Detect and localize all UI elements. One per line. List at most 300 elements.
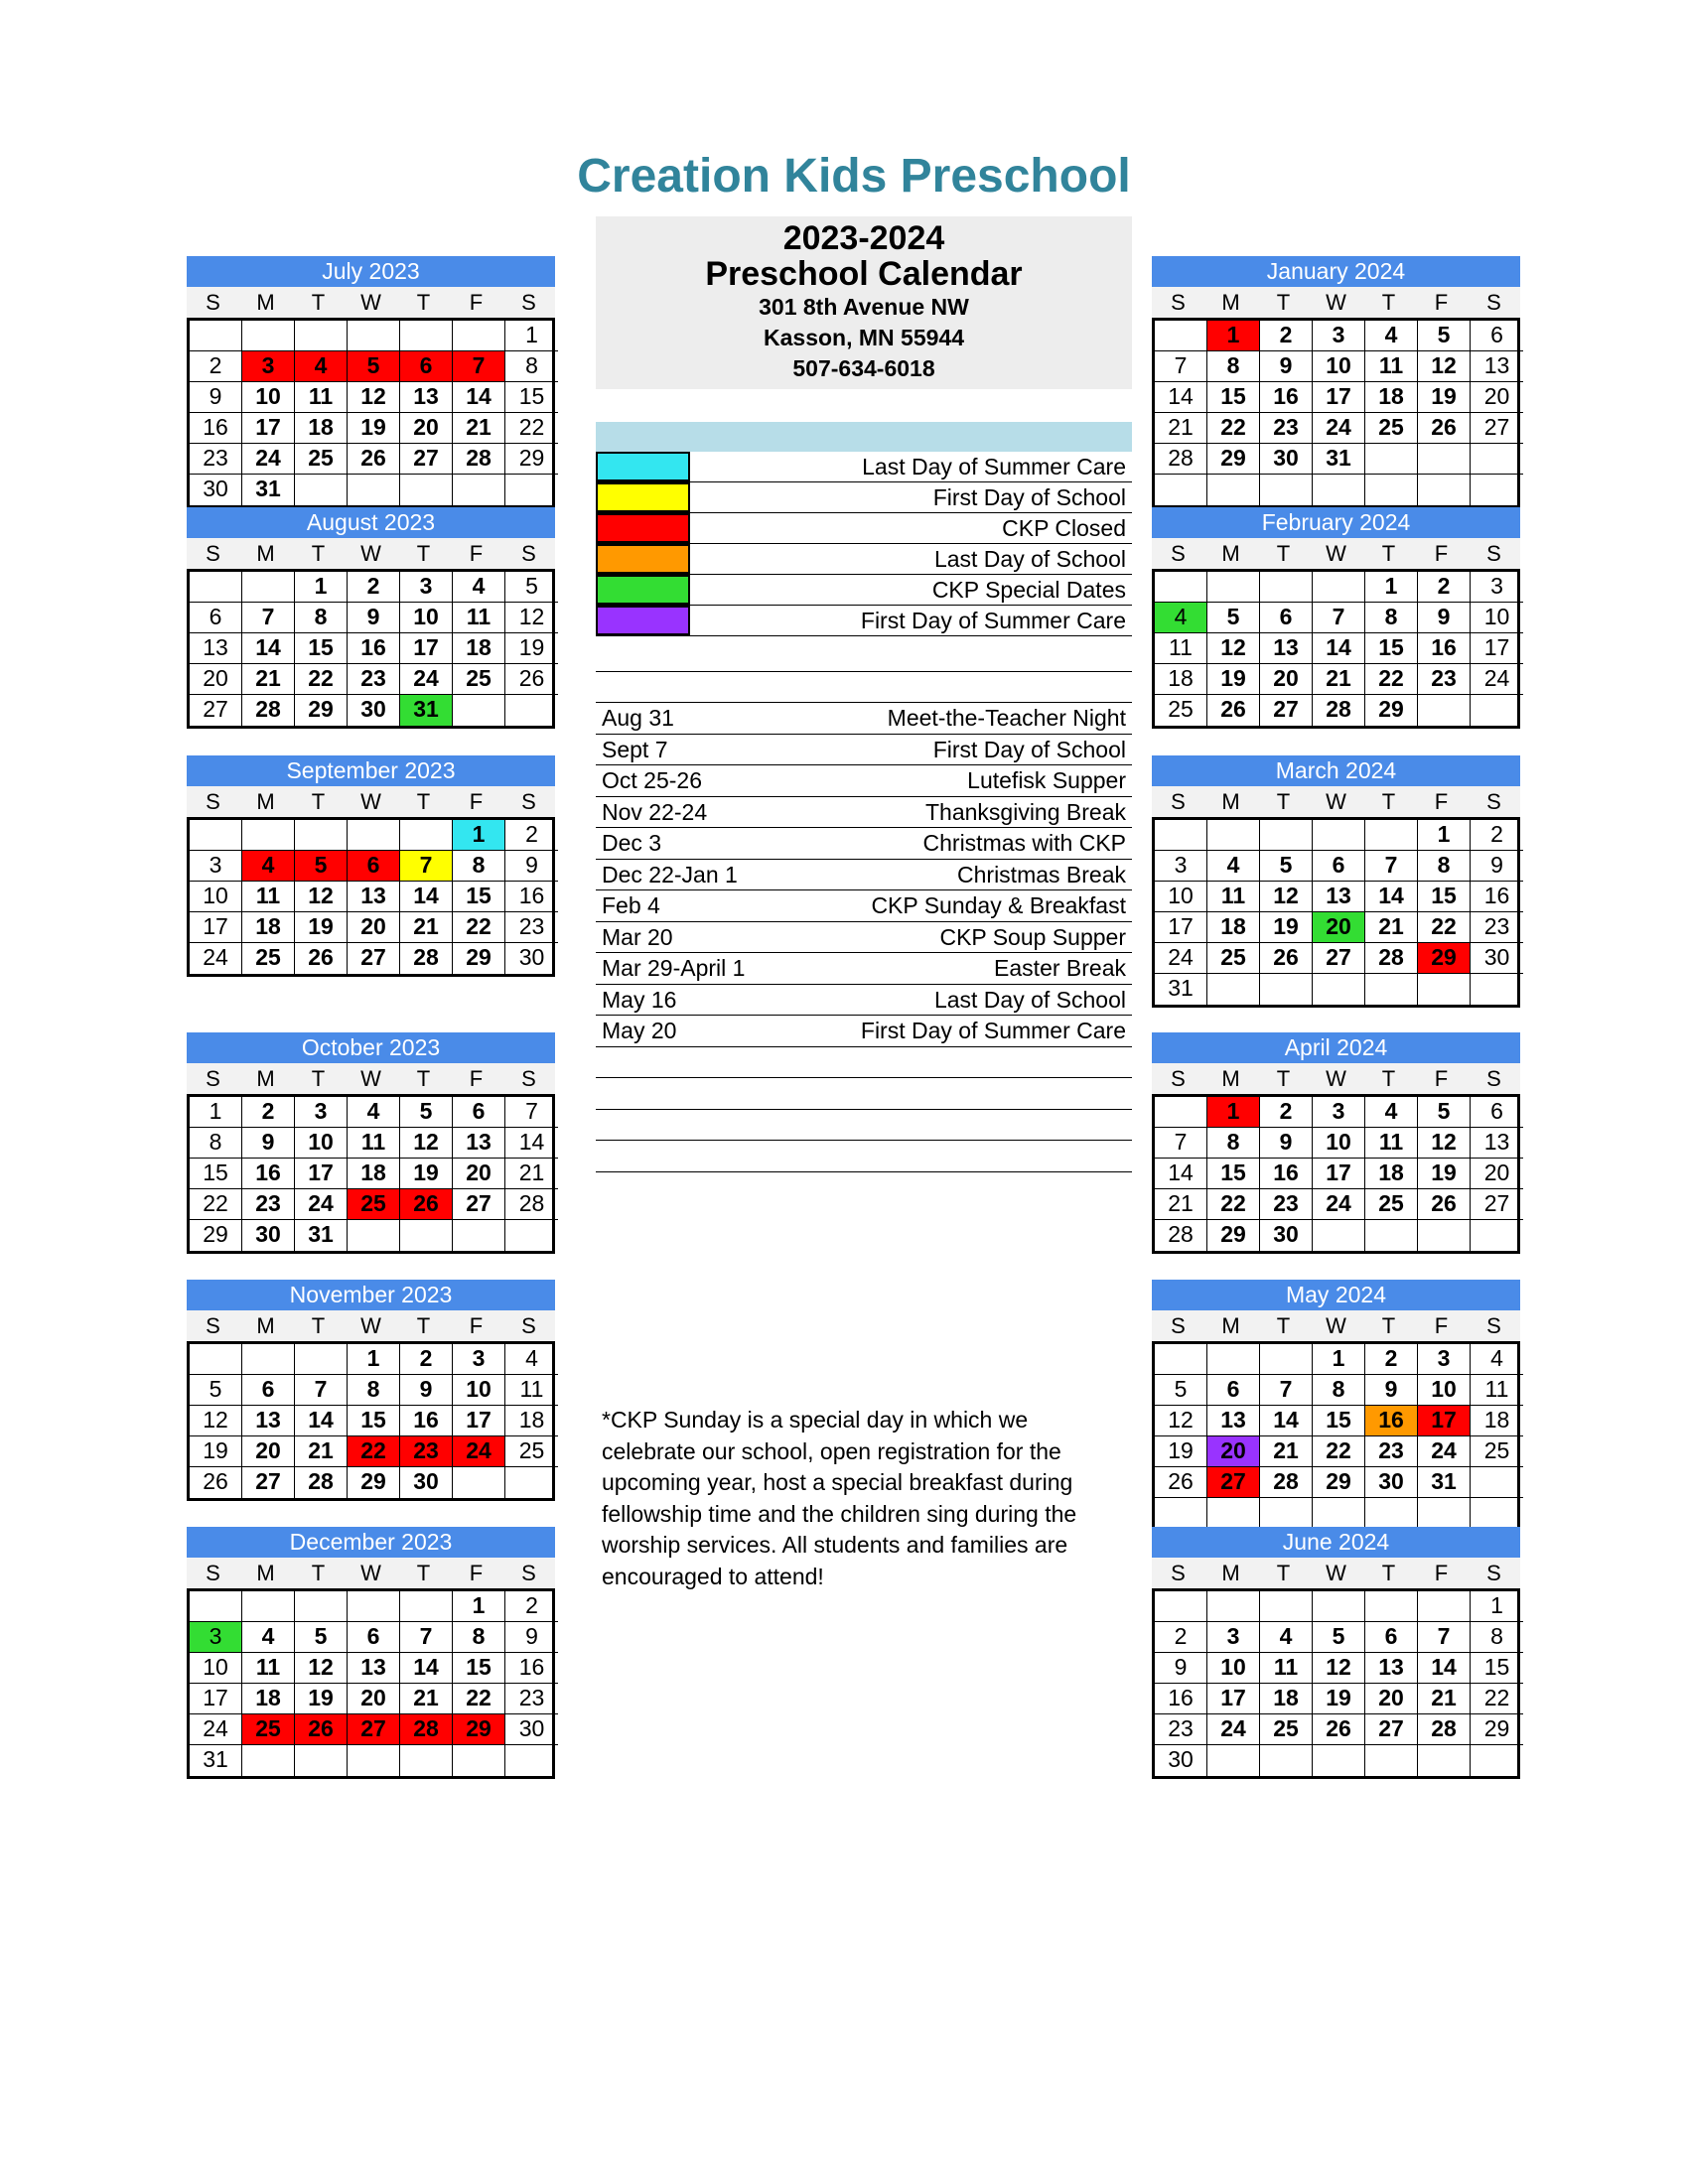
legend-row [596, 575, 1132, 606]
day-names-row [187, 287, 555, 318]
day-cell: 9 [242, 1128, 295, 1159]
day-cell: 6 [1471, 321, 1523, 351]
day-name: W [1326, 1313, 1346, 1338]
day-name: T [1381, 1066, 1396, 1091]
day-cell: 28 [1418, 1714, 1471, 1745]
event-date: Feb 4 [602, 892, 660, 918]
legend-row [596, 606, 1132, 636]
empty-cell [295, 1591, 348, 1622]
legend-row [596, 544, 1132, 575]
day-cell: 9 [400, 1375, 453, 1406]
day-cell: 25 [1365, 413, 1418, 444]
day-name: W [1326, 290, 1346, 315]
day-name: S [206, 1561, 220, 1585]
day-cell: 4 [1471, 1344, 1523, 1375]
day-cell: 9 [1260, 351, 1313, 382]
legend-label: Last Day of School [933, 546, 1126, 572]
day-cell: 13 [1260, 633, 1313, 664]
empty-cell [400, 321, 453, 351]
day-cell: 1 [295, 572, 348, 603]
month-grid [1152, 1588, 1520, 1779]
day-cell: 11 [1471, 1375, 1523, 1406]
day-cell: 3 [1313, 321, 1365, 351]
month-october-2023 [187, 1032, 555, 1254]
school-year: 2023-2024 [782, 219, 945, 257]
day-cell: 8 [1207, 351, 1260, 382]
empty-cell [1471, 475, 1523, 505]
day-name: S [1171, 1313, 1186, 1338]
day-cell: 23 [505, 1684, 558, 1714]
day-name: T [311, 290, 326, 315]
day-cell: 17 [1313, 382, 1365, 413]
day-cell: 3 [242, 351, 295, 382]
day-cell: 28 [400, 1714, 453, 1745]
day-cell: 22 [1207, 1189, 1260, 1220]
day-cell: 20 [1365, 1684, 1418, 1714]
empty-cell [1155, 1591, 1207, 1622]
events-blank-line [596, 1110, 1132, 1142]
ckp-sunday-note: *CKP Sunday is a special day in which we celebrate our school, open registration for the upcoming year, host a special breakfast during fellowship time and the children sing during the worship services. All students and families are encouraged to attend! [602, 1407, 1077, 1589]
month-title: June 2024 [1152, 1527, 1520, 1558]
day-name: T [1276, 789, 1291, 814]
empty-cell [1207, 1745, 1260, 1776]
empty-cell [190, 1344, 242, 1375]
empty-cell [1313, 1591, 1365, 1622]
day-cell: 26 [1418, 413, 1471, 444]
day-cell: 17 [453, 1406, 505, 1436]
day-name: T [311, 789, 326, 814]
day-cell: 1 [1471, 1591, 1523, 1622]
day-cell: 8 [1365, 603, 1418, 633]
day-cell: 3 [453, 1344, 505, 1375]
day-cell: 12 [1418, 1128, 1471, 1159]
day-name: T [311, 1066, 326, 1091]
day-names-row [187, 1558, 555, 1588]
day-cell: 2 [242, 1097, 295, 1128]
empty-cell [1260, 820, 1313, 851]
day-cell: 19 [1418, 1159, 1471, 1189]
day-name: F [469, 1313, 484, 1338]
month-grid [1152, 318, 1520, 508]
day-cell: 21 [1418, 1684, 1471, 1714]
day-cell: 2 [190, 351, 242, 382]
day-cell: 1 [505, 321, 558, 351]
day-cell: 29 [453, 943, 505, 974]
empty-cell [1260, 1344, 1313, 1375]
day-cell: 4 [295, 351, 348, 382]
day-cell: 12 [1313, 1653, 1365, 1684]
day-cell: 13 [1313, 882, 1365, 912]
day-cell: 30 [505, 1714, 558, 1745]
empty-cell [1207, 572, 1260, 603]
day-cell: 10 [453, 1375, 505, 1406]
day-cell: 2 [348, 572, 400, 603]
month-title: February 2024 [1152, 507, 1520, 538]
day-cell: 12 [1155, 1406, 1207, 1436]
color-legend [596, 422, 1132, 636]
empty-cell [400, 475, 453, 505]
day-cell: 10 [190, 882, 242, 912]
day-cell: 4 [242, 851, 295, 882]
day-cell: 7 [295, 1375, 348, 1406]
day-name: T [1276, 290, 1291, 315]
day-cell: 7 [505, 1097, 558, 1128]
events-blank-line [596, 1141, 1132, 1172]
day-cell: 13 [1471, 351, 1523, 382]
day-cell: 30 [1260, 1220, 1313, 1251]
empty-cell [190, 820, 242, 851]
empty-cell [1418, 1591, 1471, 1622]
day-cell: 26 [1313, 1714, 1365, 1745]
day-cell: 22 [295, 664, 348, 695]
empty-cell [1260, 1591, 1313, 1622]
day-cell: 28 [1155, 1220, 1207, 1251]
month-title: April 2024 [1152, 1032, 1520, 1063]
day-cell: 30 [1471, 943, 1523, 974]
day-name: T [416, 789, 431, 814]
month-february-2024 [1152, 507, 1520, 729]
day-cell: 1 [1418, 820, 1471, 851]
empty-cell [1207, 1498, 1260, 1529]
day-cell: 11 [1155, 633, 1207, 664]
day-cell: 28 [505, 1189, 558, 1220]
day-name: F [1434, 1313, 1449, 1338]
legend-label: First Day of School [932, 484, 1126, 510]
day-cell: 29 [1471, 1714, 1523, 1745]
day-cell: 3 [400, 572, 453, 603]
day-name: M [256, 1313, 275, 1338]
day-cell: 3 [1471, 572, 1523, 603]
day-cell: 21 [295, 1436, 348, 1467]
day-cell: 2 [505, 820, 558, 851]
legend-swatch [596, 452, 690, 481]
event-date: May 20 [602, 1018, 677, 1043]
day-name: S [1486, 1561, 1501, 1585]
day-cell: 2 [505, 1591, 558, 1622]
day-cell: 17 [1207, 1684, 1260, 1714]
day-cell: 11 [242, 882, 295, 912]
day-cell: 25 [453, 664, 505, 695]
day-cell: 17 [1155, 912, 1207, 943]
month-june-2024 [1152, 1527, 1520, 1779]
day-cell: 24 [1313, 413, 1365, 444]
day-name: W [360, 1313, 381, 1338]
day-name: W [360, 789, 381, 814]
day-cell: 20 [1313, 912, 1365, 943]
day-cell: 2 [1260, 1097, 1313, 1128]
day-name: W [360, 1561, 381, 1585]
day-names-row [187, 538, 555, 569]
empty-cell [1155, 321, 1207, 351]
day-name: M [256, 1561, 275, 1585]
day-cell: 21 [1313, 664, 1365, 695]
day-cell: 16 [1155, 1684, 1207, 1714]
empty-cell [1365, 444, 1418, 475]
calendar-info-box [596, 216, 1132, 389]
empty-cell [242, 1745, 295, 1776]
page-title: Creation Kids Preschool [577, 150, 1131, 203]
day-cell: 23 [348, 664, 400, 695]
day-cell: 10 [1207, 1653, 1260, 1684]
day-cell: 14 [1313, 633, 1365, 664]
day-cell: 8 [1471, 1622, 1523, 1653]
day-cell: 21 [242, 664, 295, 695]
empty-cell [348, 475, 400, 505]
day-cell: 6 [190, 603, 242, 633]
day-cell: 31 [1313, 444, 1365, 475]
day-name: M [1221, 1313, 1240, 1338]
event-name: Christmas with CKP [922, 830, 1126, 856]
legend-row [596, 482, 1132, 513]
day-cell: 30 [1155, 1745, 1207, 1776]
day-name: T [311, 541, 326, 566]
empty-cell [1155, 1097, 1207, 1128]
day-cell: 12 [1260, 882, 1313, 912]
day-cell: 21 [1155, 1189, 1207, 1220]
day-cell: 8 [453, 851, 505, 882]
day-cell: 26 [295, 943, 348, 974]
event-date: Mar 20 [602, 923, 673, 950]
empty-cell [400, 1591, 453, 1622]
month-title: May 2024 [1152, 1280, 1520, 1310]
day-cell: 23 [1365, 1436, 1418, 1467]
day-name: F [469, 290, 484, 315]
day-cell: 11 [453, 603, 505, 633]
legend-row [596, 452, 1132, 482]
day-cell: 20 [1260, 664, 1313, 695]
day-cell: 28 [1313, 695, 1365, 726]
day-name: M [1221, 541, 1240, 566]
day-cell: 23 [1155, 1714, 1207, 1745]
day-cell: 11 [1365, 351, 1418, 382]
day-cell: 1 [348, 1344, 400, 1375]
day-cell: 20 [190, 664, 242, 695]
empty-cell [1365, 1591, 1418, 1622]
day-cell: 9 [505, 851, 558, 882]
empty-cell [453, 695, 505, 726]
event-row [596, 985, 1132, 1017]
day-cell: 17 [1313, 1159, 1365, 1189]
day-cell: 24 [400, 664, 453, 695]
empty-cell [1260, 1498, 1313, 1529]
day-cell: 24 [295, 1189, 348, 1220]
day-cell: 2 [1471, 820, 1523, 851]
day-cell: 8 [505, 351, 558, 382]
day-cell: 10 [242, 382, 295, 413]
day-name: S [521, 789, 536, 814]
day-name: S [521, 1561, 536, 1585]
day-cell: 22 [453, 1684, 505, 1714]
day-cell: 19 [190, 1436, 242, 1467]
event-row [596, 828, 1132, 860]
day-cell: 27 [348, 1714, 400, 1745]
day-cell: 25 [242, 1714, 295, 1745]
day-cell: 16 [505, 1653, 558, 1684]
day-cell: 3 [190, 851, 242, 882]
day-cell: 14 [1365, 882, 1418, 912]
day-cell: 5 [295, 851, 348, 882]
day-cell: 6 [1471, 1097, 1523, 1128]
day-cell: 21 [400, 912, 453, 943]
empty-cell [1207, 475, 1260, 505]
day-cell: 24 [1313, 1189, 1365, 1220]
empty-cell [1471, 1498, 1523, 1529]
day-cell: 17 [295, 1159, 348, 1189]
empty-cell [505, 475, 558, 505]
day-cell: 13 [453, 1128, 505, 1159]
day-cell: 18 [1155, 664, 1207, 695]
day-cell: 9 [348, 603, 400, 633]
day-cell: 29 [505, 444, 558, 475]
day-cell: 9 [1365, 1375, 1418, 1406]
empty-cell [1418, 695, 1471, 726]
day-cell: 8 [348, 1375, 400, 1406]
day-cell: 8 [295, 603, 348, 633]
day-name: M [256, 290, 275, 315]
event-row [596, 703, 1132, 735]
day-cell: 8 [1313, 1375, 1365, 1406]
day-cell: 18 [1207, 912, 1260, 943]
month-grid [1152, 1094, 1520, 1254]
day-name: T [1381, 1313, 1396, 1338]
day-cell: 16 [1418, 633, 1471, 664]
empty-cell [1207, 1344, 1260, 1375]
day-cell: 25 [295, 444, 348, 475]
day-cell: 13 [1207, 1406, 1260, 1436]
event-name: Last Day of School [933, 986, 1126, 1013]
day-cell: 4 [1155, 603, 1207, 633]
empty-cell [1155, 820, 1207, 851]
day-cell: 5 [1313, 1622, 1365, 1653]
day-cell: 24 [190, 943, 242, 974]
day-cell: 26 [505, 664, 558, 695]
month-september-2023 [187, 755, 555, 977]
day-cell: 19 [1418, 382, 1471, 413]
day-cell: 19 [348, 413, 400, 444]
day-cell: 8 [1207, 1128, 1260, 1159]
day-cell: 3 [295, 1097, 348, 1128]
day-name: S [1486, 1313, 1501, 1338]
day-cell: 18 [348, 1159, 400, 1189]
day-cell: 18 [453, 633, 505, 664]
month-grid [1152, 1341, 1520, 1532]
day-cell: 16 [190, 413, 242, 444]
empty-cell [1155, 475, 1207, 505]
empty-cell [1471, 1467, 1523, 1498]
day-cell: 27 [348, 943, 400, 974]
day-cell: 11 [295, 382, 348, 413]
day-cell: 12 [295, 1653, 348, 1684]
day-cell: 3 [1207, 1622, 1260, 1653]
day-cell: 5 [1155, 1375, 1207, 1406]
empty-cell [1418, 444, 1471, 475]
event-row [596, 922, 1132, 954]
day-name: F [1434, 290, 1449, 315]
month-title: August 2023 [187, 507, 555, 538]
event-name: First Day of Summer Care [860, 1018, 1126, 1043]
day-cell: 26 [1155, 1467, 1207, 1498]
day-cell: 31 [242, 475, 295, 505]
day-cell: 13 [348, 1653, 400, 1684]
day-cell: 5 [1207, 603, 1260, 633]
day-cell: 6 [348, 1622, 400, 1653]
day-cell: 23 [400, 1436, 453, 1467]
empty-cell [1365, 1220, 1418, 1251]
day-cell: 19 [1207, 664, 1260, 695]
day-cell: 17 [1418, 1406, 1471, 1436]
legend-swatch [596, 513, 690, 543]
empty-cell [242, 572, 295, 603]
day-cell: 20 [1471, 1159, 1523, 1189]
address-line-1: 301 8th Avenue NW [759, 294, 969, 320]
day-cell: 13 [348, 882, 400, 912]
empty-cell [1313, 974, 1365, 1005]
day-cell: 24 [242, 444, 295, 475]
event-date: Aug 31 [602, 705, 674, 731]
day-cell: 18 [1260, 1684, 1313, 1714]
day-cell: 25 [1155, 695, 1207, 726]
day-cell: 27 [1260, 695, 1313, 726]
day-name: S [521, 1066, 536, 1091]
day-cell: 15 [190, 1159, 242, 1189]
day-cell: 22 [1207, 413, 1260, 444]
day-cell: 7 [453, 351, 505, 382]
day-cell: 20 [242, 1436, 295, 1467]
day-cell: 25 [1365, 1189, 1418, 1220]
day-cell: 13 [1471, 1128, 1523, 1159]
event-name: Meet-the-Teacher Night [887, 705, 1126, 731]
day-cell: 20 [1207, 1436, 1260, 1467]
day-cell: 4 [1365, 1097, 1418, 1128]
month-march-2024 [1152, 755, 1520, 1008]
day-cell: 6 [1365, 1622, 1418, 1653]
day-cell: 1 [453, 1591, 505, 1622]
day-cell: 30 [190, 475, 242, 505]
day-cell: 25 [1207, 943, 1260, 974]
empty-cell [1418, 974, 1471, 1005]
day-cell: 12 [295, 882, 348, 912]
day-cell: 4 [1260, 1622, 1313, 1653]
month-title: July 2023 [187, 256, 555, 287]
day-cell: 19 [1313, 1684, 1365, 1714]
empty-cell [348, 321, 400, 351]
day-name: T [416, 290, 431, 315]
day-cell: 20 [1471, 382, 1523, 413]
day-cell: 17 [190, 912, 242, 943]
legend-swatch [596, 544, 690, 574]
day-names-row [1152, 1310, 1520, 1341]
day-cell: 6 [453, 1097, 505, 1128]
empty-cell [1313, 572, 1365, 603]
day-name: T [1381, 1561, 1396, 1585]
day-cell: 14 [505, 1128, 558, 1159]
day-cell: 6 [1313, 851, 1365, 882]
day-cell: 13 [1365, 1653, 1418, 1684]
empty-cell [190, 572, 242, 603]
event-row [596, 953, 1132, 985]
day-cell: 16 [1260, 382, 1313, 413]
day-cell: 31 [190, 1745, 242, 1776]
empty-cell [1418, 475, 1471, 505]
day-cell: 25 [242, 943, 295, 974]
day-cell: 13 [190, 633, 242, 664]
empty-cell [242, 820, 295, 851]
day-cell: 23 [505, 912, 558, 943]
day-cell: 12 [1207, 633, 1260, 664]
legend-label: CKP Closed [1002, 515, 1126, 541]
legend-label: First Day of Summer Care [860, 608, 1126, 633]
day-cell: 4 [348, 1097, 400, 1128]
